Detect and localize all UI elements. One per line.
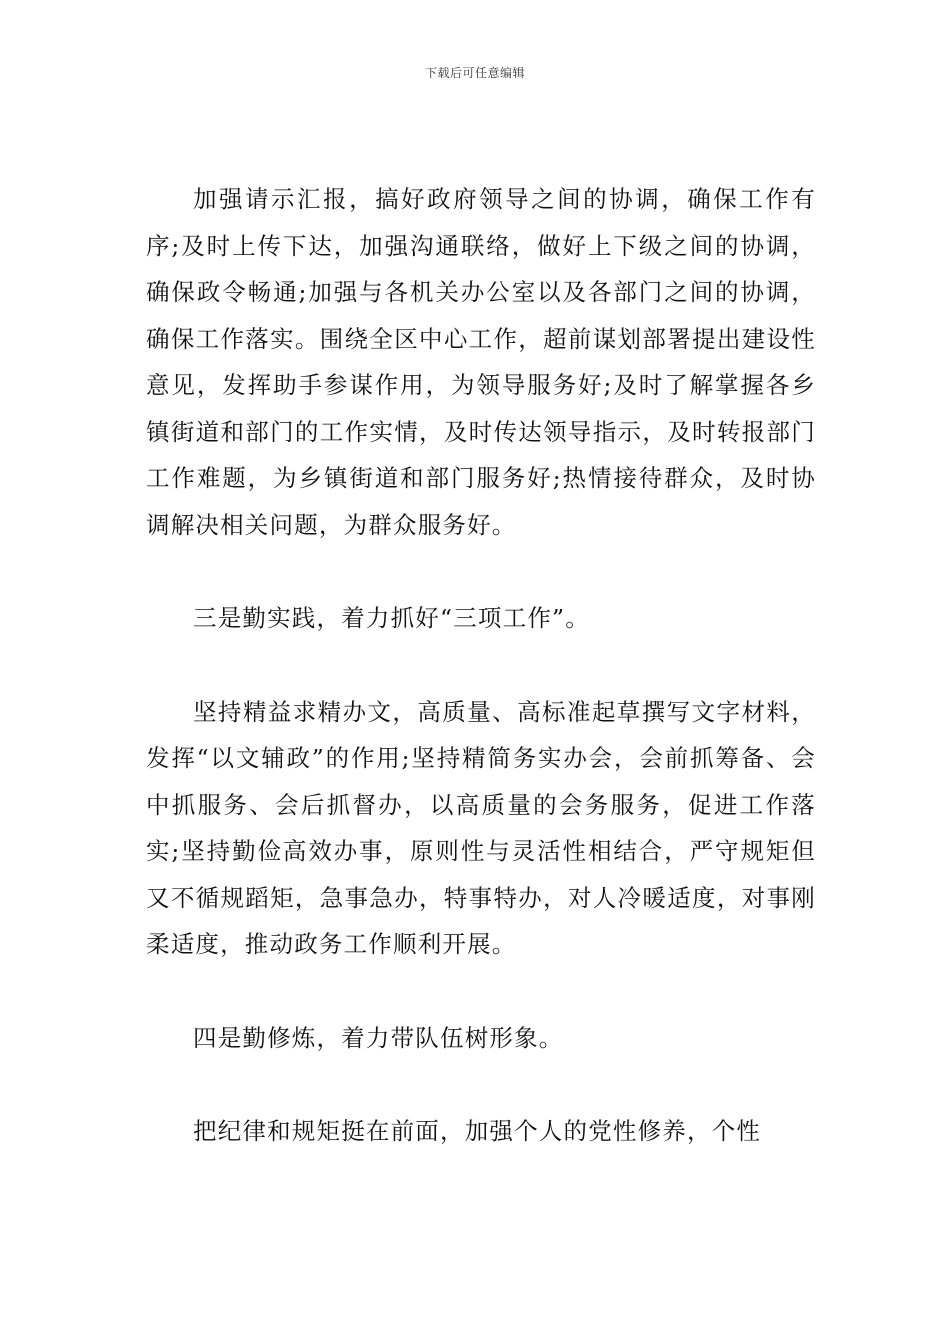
- paragraph-discipline: 把纪律和规矩挺在前面，加强个人的党性修养，个性: [193, 1117, 762, 1145]
- paragraph-gap: [146, 1061, 816, 1108]
- paragraph-three-tasks: 坚持精益求精办文，高质量、高标准起草撰写文字材料，发挥“以文辅政”的作用;坚持精简务实办会，会前抓筹备、会中抓服务、会后抓督办，以高质量的会务服务，促进工作落实;坚持勤俭高效办事，原则性与灵活性相结合，严守规矩但又不循规蹈矩，急事急办，特事特办，对人冷暖适度，对事刚柔适度，推动政务工作顺利开展。: [146, 697, 816, 958]
- paragraph-gap: [146, 642, 816, 689]
- paragraph-gap: [146, 968, 816, 1015]
- paragraph-gap: [146, 548, 816, 595]
- section-heading-cultivation: 四是勤修炼，着力带队伍树形象。: [193, 1023, 564, 1052]
- paragraph-coordination: 加强请示汇报，搞好政府领导之间的协调，确保工作有序;及时上传下达，加强沟通联络，做好上下级之间的协调，确保政令畅通;加强与各机关办公室以及各部门之间的协调，确保工作落实。围绕全区中心工作，超前谋划部署提出建设性意见，发挥助手参谋作用，为领导服务好;及时了解掌握各乡镇街道和部门的工作实情，及时传达领导指示，及时转报部门工作难题，为乡镇街道和部门服务好;热情接待群众，及时协调解决相关问题，为群众服务好。: [146, 185, 816, 539]
- document-body: [146, 176, 816, 1155]
- section-heading-practice: 三是勤实践，着力抓好“三项工作”。: [193, 604, 590, 632]
- page-header: 下载后可任意编辑: [424, 66, 525, 80]
